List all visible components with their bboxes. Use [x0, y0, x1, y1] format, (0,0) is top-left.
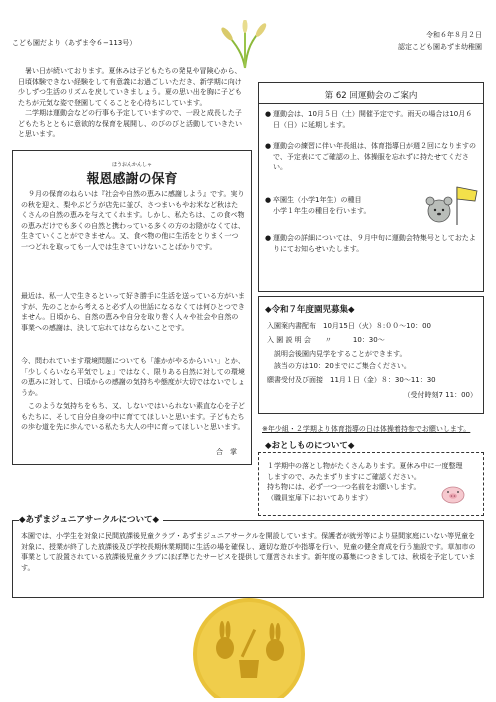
lost-and-found-title: ◆おとしものについて◆	[265, 441, 355, 451]
susuki-grass-icon	[215, 20, 275, 70]
gratitude-para-3: 今、問われています環境問題についても「誰かがやるからいい」とか、「少しくらいなら平気でしょ」ではなく、限りある自然に対しての環境の恵みに対して、日頃からの感謝の気持ちや態度が大切ではないでしょうか。	[21, 357, 245, 397]
sports-item-4: 運動会の詳細については、９月中旬に運動会特集号としておたよりにてお知らせいたします。	[273, 234, 476, 253]
enrollment-section	[258, 296, 484, 414]
enrollment-row: 願書受付及び面接 11月１日（金）８：30〜11：30	[267, 376, 436, 384]
gratitude-title: 報恩感謝の保育	[86, 172, 178, 187]
gratitude-para-2: 最近は、私一人で生きるといって好き勝手に生活を送っている方がいますが、先のことから考えると必ず人の世話になるなくては何ひとつできません。日頃から、自然の恵みや自分を取り巻く人々や社会や自然の事業への感謝は、決して忘れてはならないことです。	[21, 292, 245, 332]
sports-day-title: 第 62 回運動会のご案内	[324, 91, 418, 101]
gratitude-para-1: ９月の保育のねらいは『社会や自然の恵みに感謝しよう』です。実りの秋を迎え、梨やぶどうが店先に並び、さつまいもやお米など秋はたくさんの自然の恵みを与えてくれます。しかし、私たちは、この食べ物の恵みだけでも多くの自然と携わっている多くの方のお陰がなくては、生きていくことができません。又、食べ物の他に生活をとりまく一つ一つどれを取っても一人では生きていけないことばかりです。	[21, 190, 245, 251]
title-divider	[259, 103, 483, 104]
intro-text: 暑い日が続いております。夏休みは子どもたちの発見や冒険心から、日頃体験できない経験をして有意義にお過ごしいただき、新学期に向け少しずつ生活のリズムを戻していきましょう。夏の思い出を胸に子どもたちが元気な姿で登園してくることを心待ちにしています。 二学期は運動会などの行事も予定していますので、一段と成長した子どもたちとともに意欲的な保育を展開し、のびのびと活動していきたいと思います。	[18, 67, 242, 138]
title-ruby: ほうおんかんしゃ	[111, 162, 152, 168]
sports-item-3: 卒園生（小学1年生）の種目 小学１年生の種目を行います。	[273, 196, 371, 215]
lost-and-found-text: １学期中の落とし物がたくさんあります。夏休み中に一度整理しますので、みたまずりますにご確認ください。 持ち物には、必ず一つ一つ名前をお願いします。 （職員室扉下においてあります）	[267, 462, 463, 502]
issue-date: 令和６年８月２日	[426, 31, 482, 39]
sports-day-section: 第 62 回運動会のご案内 ● 運動会は、10月５日（土）開催予定です。雨天の場合は10月６日（日）に延期します。 ● 運動会の練習に伴い年長組は、体育指導日が週２回になりますので、予定表にてご確認の上、体操服を忘れずに持たせてください。 ● 卒園生（小学1年生）の種目 小学１年生の種目を行います。 ● 運動会の詳細については、９月中旬に運動会特集号としておたよりにてお知らせいたします。	[258, 82, 484, 292]
enrollment-row: 該当の方は10：20までにご集合ください。	[267, 362, 411, 370]
junior-circle-title: ◆あずまジュニアサークルについて◆	[19, 513, 163, 525]
junior-circle-text: 本園では、小学生を対象に民間放課後児童クラブ・あずまジュニアサークルを開設しています。保護者が就労等により昼間家庭にいない等児童を対象に、授業が終了した放課後及び学校長期休業期間に生活の場を確保し、適切な遊びや指導を行い、児童の健全育成を行う施設です。草加市の事業として設置されている放課後児童クラブにほぼ準じたサービスを提供して運営されます。新年度の募集につきましては、秋頃を予定しています。	[21, 532, 476, 572]
gratitude-section	[12, 150, 252, 465]
enrollment-row: （受付時刻7 11：00）	[403, 391, 477, 399]
uniform-notice: ※年少組・２学期より体育指導の日は体操着持参でお願いします。	[262, 425, 471, 433]
gratitude-para-4: このような気持ちをもち、又、しないではいられない素直な心を子どもたちに、そして自分自身の中に育ててほしいと思います。子どもたちの歩む道を先に歩んでいる私たち大人の中に育ってほしいと思います。	[21, 402, 245, 431]
sports-item-2: 運動会の練習に伴い年長組は、体育指導日が週２回になりますので、予定表にてご確認の上、体操服を忘れずに持たせてください。	[273, 142, 476, 171]
lost-and-found-section	[258, 441, 484, 516]
enrollment-title: ◆令和７年度園児募集◆	[265, 305, 355, 315]
enrollment-row: 入園案内書配布 10月15日（火）８:００〜10：00	[267, 322, 431, 330]
newsletter-number: こども園だより（あずま令６−113号）	[12, 39, 137, 47]
mascot-with-flag-icon	[419, 181, 479, 231]
sports-item-1: 運動会は、10月５日（土）開催予定です。雨天の場合は10月６日（日）に延期します。	[273, 110, 473, 129]
pig-icon	[439, 483, 467, 505]
junior-circle-section	[12, 515, 484, 598]
enrollment-row: 入 園 説 明 会 〃 10：30〜	[267, 336, 385, 344]
moon-rabbits-illustration	[193, 598, 305, 698]
school-name: 認定こども園あずま幼稚園	[398, 43, 482, 51]
enrollment-row: 説明会後園内見学をすることができます。	[267, 350, 407, 358]
gratitude-sign: 合 掌	[216, 448, 237, 456]
